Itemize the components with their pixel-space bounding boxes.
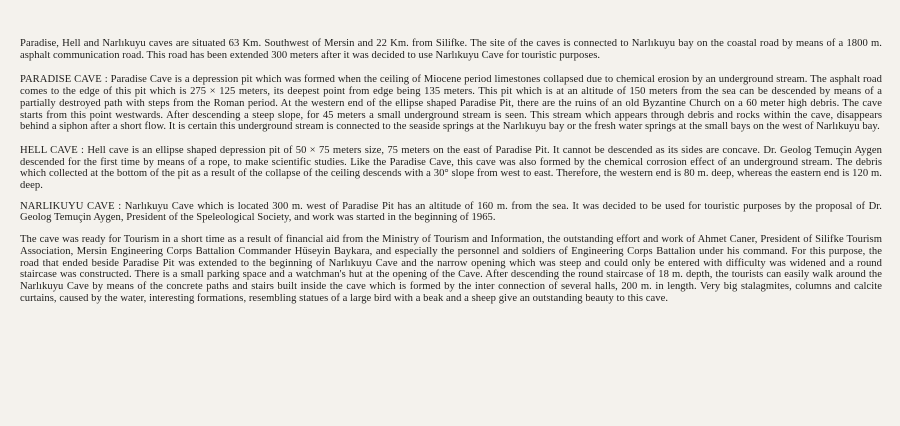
closing-paragraph: The cave was ready for Tourism in a short time as a result of financial aid from the Ministry of Tourism and Information, the outstanding effort and work of Ahmet Caner, President of Silifke Tourism Association, Mersin Engineering Corps Battalion Commander Hüseyin Baykara, and especially the personnel and soldiers of Engineering Corps Battalion under his command. For this purpose, the road that ended beside Paradise Pit was extended to the beginning of Narlıkuyu Cave and the narrow opening which was steep and could only be entered with difficulty was widened and a round staircase was constructed. There is a small parking space and a watchman's hut at the opening of the Cave. After descending the round staircase of 18 m. depth, the tourists can easily walk around the Narlıkuyu Cave by means of the concrete paths and stairs built inside the cave which is formed by the inter connection of several halls, 200 m. in length. Very big stalagmites, columns and calcite curtains, caused by the water, interesting formations, resembling statues of a large bird with a beak and a sheep give an outstanding beauty to this cave. xyxy=(20,234,882,304)
hell-cave-paragraph xyxy=(20,145,882,192)
narlikuyu-cave-paragraph xyxy=(20,201,882,224)
intro-paragraph: Paradise, Hell and Narlıkuyu caves are situated 63 Km. Southwest of Mersin and 22 Km. from Silifke. The site of the caves is connected to Narlıkuyu bay on the coastal road by means of a 1800 m. asphalt communication road. This road has been extended 300 meters after it was decided to use Narlıkuyu Cave for touristic purposes. xyxy=(20,38,882,61)
narlikuyu-cave-heading: NARLIKUYU CAVE : xyxy=(20,200,122,212)
paradise-cave-text: Paradise Cave is a depression pit which was formed when the ceiling of Miocene period limestones collapsed due to chemical erosion by an underground stream. The asphalt road comes to the edge of this pit which is 275 × 125 meters, its deepest point from edge being 135 meters. This pit which is at an altitude of 150 meters from the sea can be descended by means of a partially destroyed path with steps from the Roman period. At the western end of the ellipse shaped Paradise Pit, there are the ruins of an old Byzantine Church on a 60 meter high debris. The cave starts from this point westwards. After descending a steep slope, for 45 meters a small underground stream is seen. This stream which appears through debris and rocks within the cave, disappears behind a siphon after a short flow. It is certain this underground stream is connected to the seaside springs at the Narlıkuyu bay or the fresh water springs at the small bays on the west of Narlıkuyu bay. xyxy=(20,74,882,133)
document-body xyxy=(20,38,882,304)
hell-cave-text: Hell cave is an ellipse shaped depression pit of 50 × 75 meters size, 75 meters on the east of Paradise Pit. It cannot be descended as its sides are concave. Dr. Geolog Temuçin Aygen descended for the first time by means of a rope, to make scientific studies. Like the Paradise Cave, this cave was also formed by the chemical corrosion effect of an underground stream. The debris which collected at the bottom of the pit as a result of the collapse of the ceiling descends with a 30° slope from west to east. Therefore, the western end is 80 m. deep, whereas the eastern end is 120 m. deep. xyxy=(20,144,882,192)
paradise-cave-heading: PARADISE CAVE : xyxy=(20,74,108,86)
narlikuyu-cave-text: Narlıkuyu Cave which is located 300 m. west of Paradise Pit has an altitude of 160 m. from the sea. It was decided to be used for touristic purposes by the proposal of Dr. Geolog Temuçin Aygen, President of the Speleological Society, and work was started in the beginning of 1965. xyxy=(20,200,883,224)
hell-cave-heading: HELL CAVE : xyxy=(20,144,85,156)
paradise-cave-paragraph xyxy=(20,74,882,133)
